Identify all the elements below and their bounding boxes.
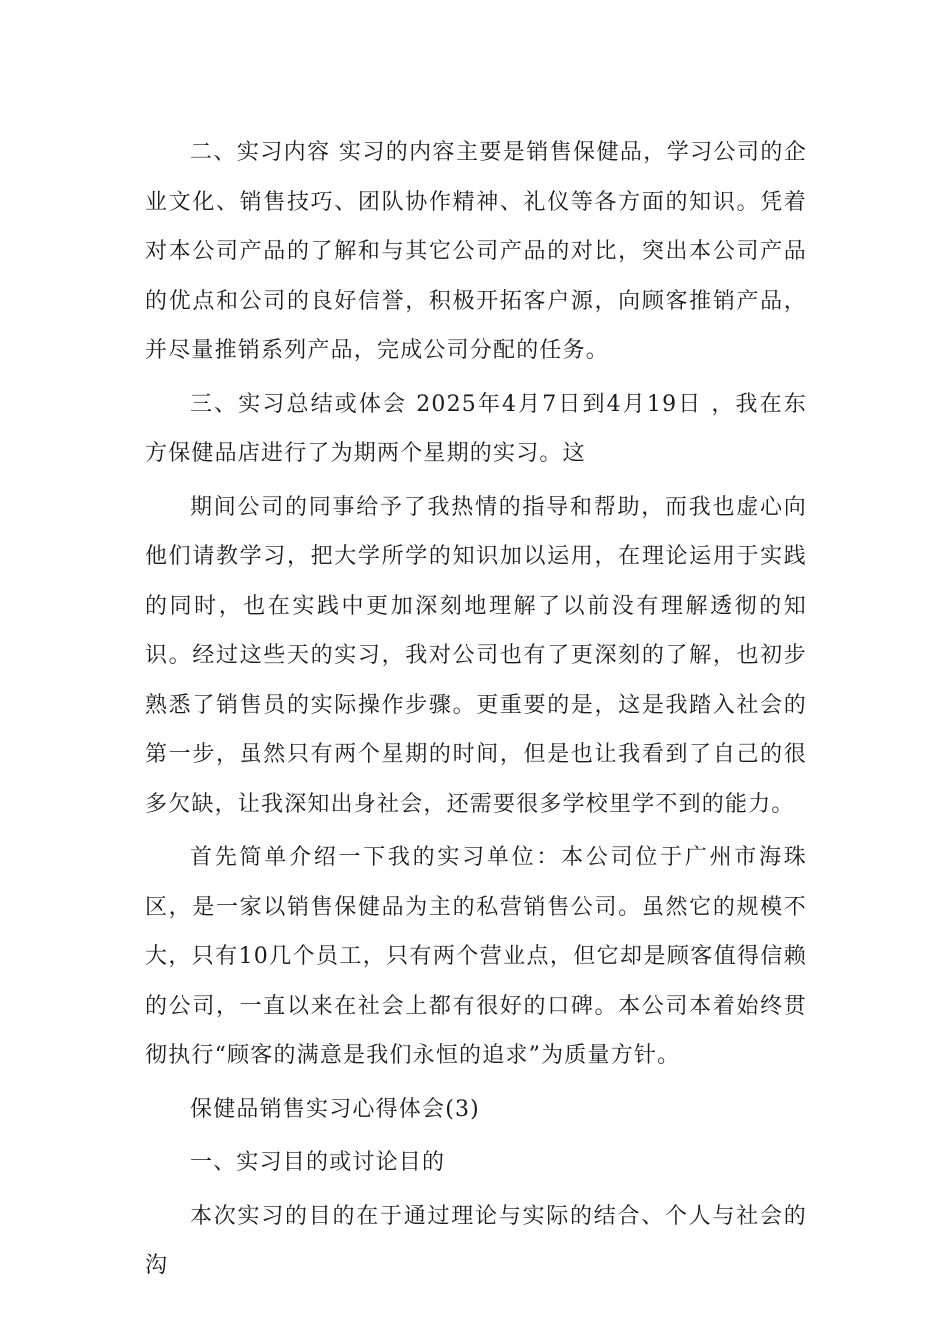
paragraph-internship-content: 二、实习内容 实习的内容主要是销售保健品，学习公司的企业文化、销售技巧、团队协作精神、礼仪等各方面的知识。凭着对本公司产品的了解和与其它公司产品的对比，突出本公司产品的优点和公司的良好信誉，积极开拓客户源，向顾客推销产品，并尽量推销系列产品，完成公司分配的任务。 [145, 140, 807, 363]
paragraph-internship-summary: 三、实习总结或体会 2025年4月7日到4月19日 ，我在东方保健品店进行了为期两个星期的实习。这 [145, 391, 807, 466]
section-title: 保健品销售实习心得体会(3) [190, 1096, 480, 1122]
document-body [145, 128, 807, 1295]
paragraph-purpose: 本次实习的目的在于通过理论与实际的结合、个人与社会的沟 [145, 1203, 807, 1278]
subsection-title: 一、实习目的或讨论目的 [190, 1150, 446, 1175]
paragraph-company-intro: 首先简单介绍一下我的实习单位：本公司位于广州市海珠区，是一家以销售保健品为主的私营销售公司。虽然它的规模不大，只有10几个员工，只有两个营业点，但它却是顾客值得信赖的公司，一直以来在社会上都有很好的口碑。本公司本着始终贯彻执行“顾客的满意是我们永恒的追求”为质量方针。 [145, 845, 807, 1068]
paragraph-colleague-help: 期间公司的同事给予了我热情的指导和帮助，而我也虚心向他们请教学习，把大学所学的知识加以运用，在理论运用于实践的同时，也在实践中更加深刻地理解了以前没有理解透彻的知识。经过这些天的实习，我对公司也有了更深刻的了解，也初步熟悉了销售员的实际操作步骤。更重要的是，这是我踏入社会的第一步，虽然只有两个星期的时间，但是也让我看到了自己的很多欠缺，让我深知出身社会，还需要很多学校里学不到的能力。 [145, 494, 807, 817]
